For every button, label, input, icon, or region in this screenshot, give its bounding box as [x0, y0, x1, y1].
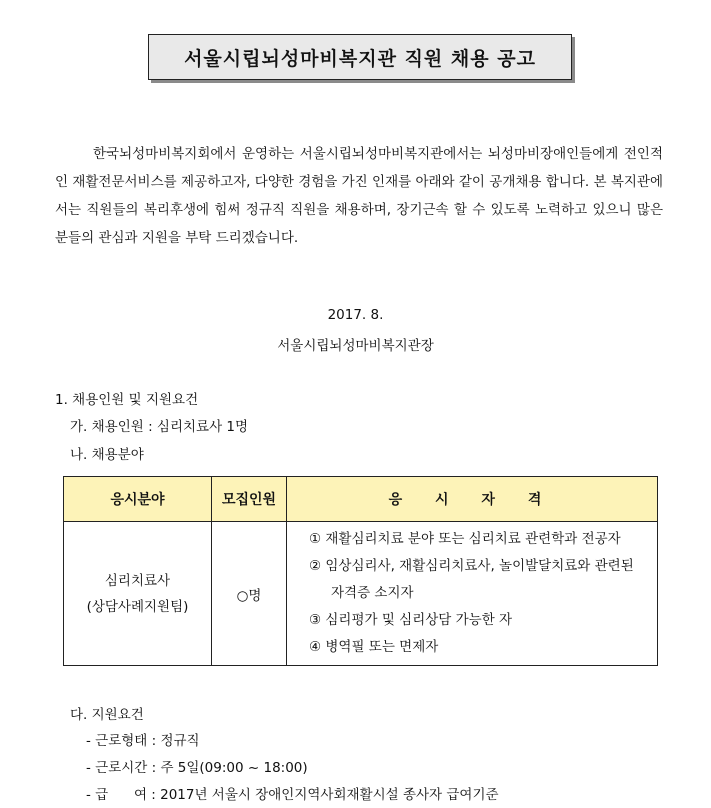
- header-field: 응시분야: [64, 477, 212, 522]
- qualification-item: ③ 심리평가 및 심리상담 가능한 자: [309, 612, 513, 628]
- announcement-date: 2017. 8.: [327, 307, 384, 323]
- table-header-row: [64, 477, 658, 522]
- page-title: [148, 34, 572, 80]
- qualification-item: ④ 병역필 또는 면제자: [309, 639, 439, 655]
- requirements-table: [63, 476, 658, 666]
- working-hours: - 근로시간 : 주 5일(09:00 ~ 18:00): [86, 760, 308, 776]
- employment-type: - 근로형태 : 정규직: [86, 733, 200, 749]
- recruit-field-heading: 나. 채용분야: [70, 447, 144, 463]
- field-team: (상담사례지원팀): [86, 598, 189, 615]
- salary: - 급 여 : 2017년 서울시 장애인지역사회재활시설 종사자 급여기준: [86, 787, 499, 803]
- qualification-item: ② 임상심리사, 재활심리치료사, 놀이발달치료와 관련된 자격증 소지자: [309, 558, 634, 601]
- header-qualifications: 응 시 자 격: [287, 477, 658, 522]
- field-name: 심리치료사: [104, 572, 171, 589]
- qualifications-cell: [287, 522, 658, 666]
- field-cell: [64, 522, 212, 666]
- intro-paragraph: 한국뇌성마비복지회에서 운영하는 서울시립뇌성마비복지관에서는 뇌성마비장애인들에게 전인적인 재활전문서비스를 제공하고자, 다양한 경험을 가진 인재를 아래와 같이 공개채용 합니다. 본 복지관에서는 직원들의 복리후생에 힘써 정규직 직원을 채용하며, 장기근속 할 수 있도록 노력하고 있으니 많은 분들의 관심과 지원을 부탁 드리겠습니다.: [55, 146, 663, 246]
- signer: 서울시립뇌성마비복지관장: [277, 338, 434, 354]
- section-1-heading: 1. 채용인원 및 지원요건: [55, 392, 199, 408]
- recruit-count: 가. 채용인원 : 심리치료사 1명: [70, 419, 249, 435]
- support-requirements-heading: 다. 지원요건: [70, 707, 144, 723]
- qualification-item: ① 재활심리치료 분야 또는 심리치료 관련학과 전공자: [309, 531, 621, 547]
- count-cell: ○명: [212, 522, 287, 666]
- page-title-text: 서울시립뇌성마비복지관 직원 채용 공고: [184, 47, 536, 70]
- header-count: 모집인원: [212, 477, 287, 522]
- table-row: [64, 522, 658, 666]
